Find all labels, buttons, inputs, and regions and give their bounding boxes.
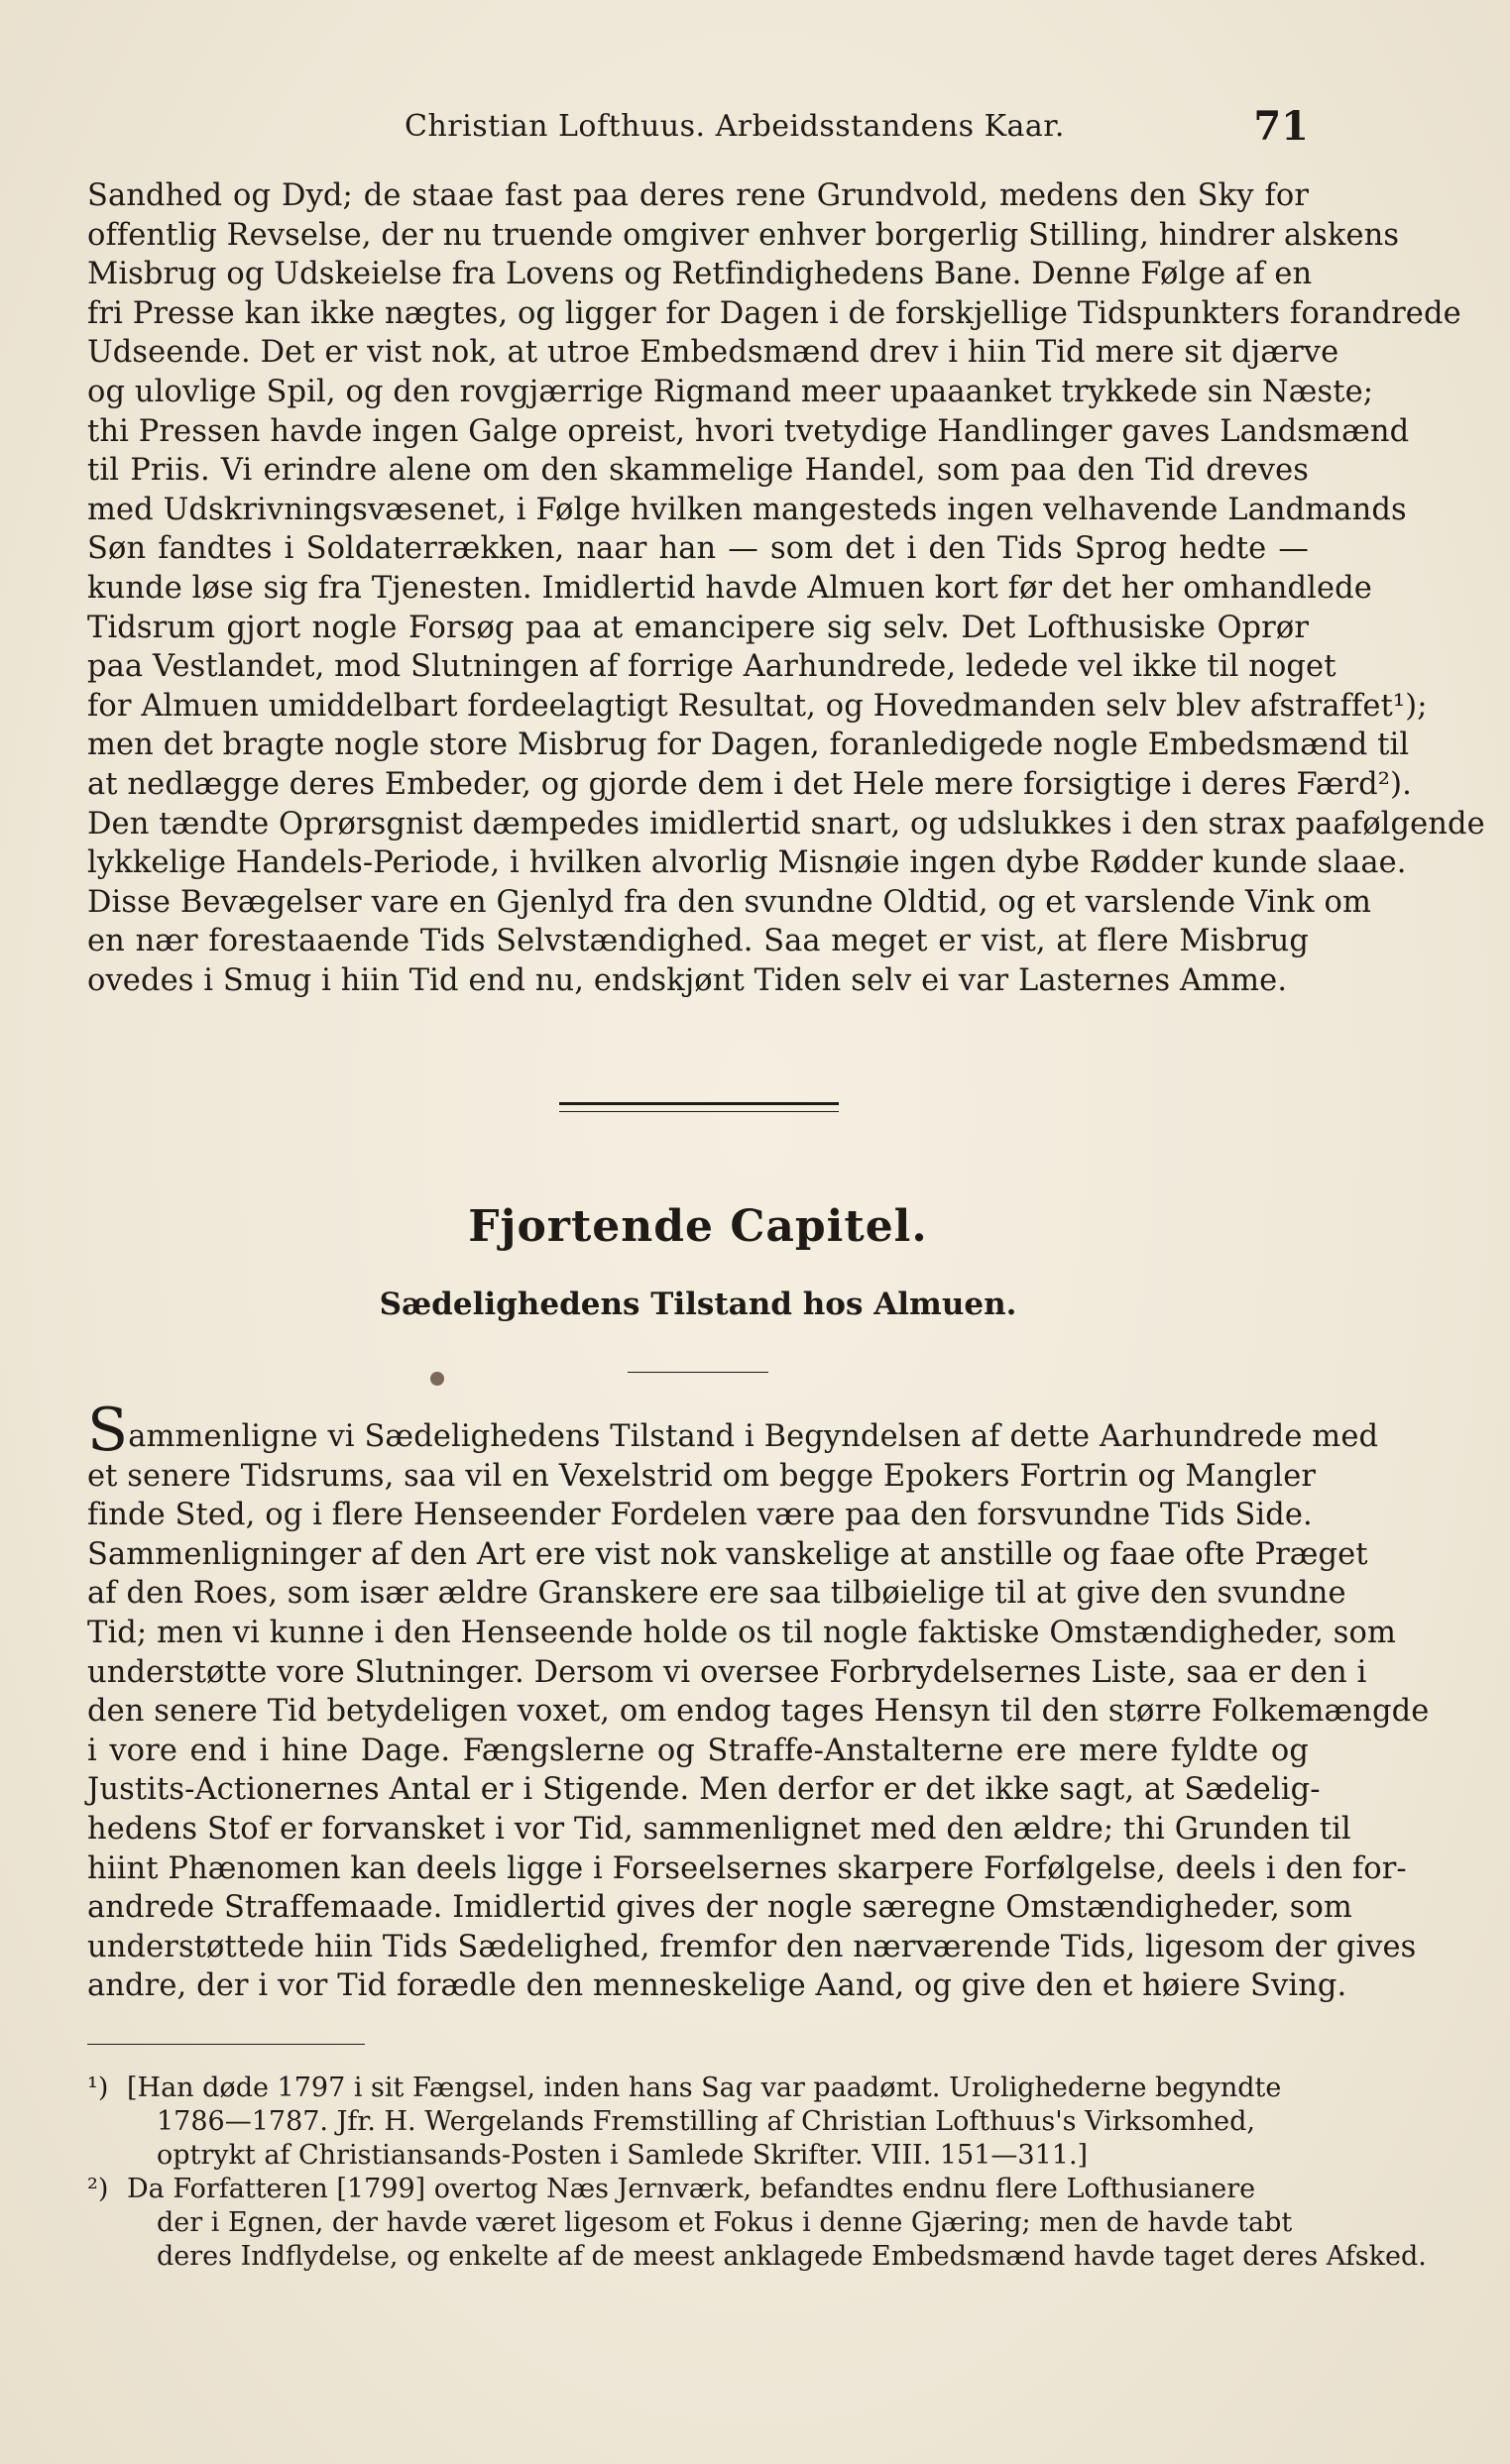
line-text: ovedes i Smug i hiin Tid end nu, endskjønt Tiden selv ei var Lasternes Amme. (87, 962, 1288, 998)
footnote-marker: ²) (87, 2174, 109, 2204)
text-line (87, 609, 1309, 648)
line-text: og ulovlige Spil, og den rovgjærrige Rigmand meer upaaanket trykkede sin Næste; (87, 374, 1374, 409)
line-text: Tidsrum gjort nogle Forsøg paa at emancipere sig selv. Det Lofthusiske Oprør (87, 610, 1309, 645)
line-text: Justits-Actionernes Antal er i Stigende. Men derfor er det ikke sagt, at Sædelig- (87, 1772, 1321, 1808)
footnote-line: Da Forfatteren [1799] overtog Næs Jernværk, befandtes endnu flere Lofthusianere (127, 2174, 1256, 2204)
line-text: ammenligne vi Sædelighedens Tilstand i Begyndelsen af dette Aarhundrede med (128, 1419, 1379, 1454)
text-line (87, 687, 1428, 727)
running-head (87, 99, 1309, 159)
line-text: til Priis. Vi erindre alene om den skammelige Handel, som paa den Tid dreves (87, 453, 1309, 489)
line-text: offentlig Revselse, der nu truende omgiver enhver borgerlig Stilling, hindrer alskens (87, 217, 1400, 253)
text-line (87, 176, 1309, 216)
line-text: Tid; men vi kunne i den Henseende holde os til nogle faktiske Omstændigheder, som (87, 1615, 1397, 1650)
text-line (87, 569, 1372, 609)
text-line (87, 1496, 1313, 1535)
text-line (87, 805, 1485, 844)
footnote-line: optrykt af Christiansands-Posten i Samlede Skrifter. VIII. 151—311.] (157, 2140, 1089, 2171)
line-text: Den tændte Oprørsgnist dæmpedes imidlertid snart, og udslukkes i den strax paafølgende (87, 806, 1485, 841)
text-line (87, 1614, 1397, 1653)
line-text: andre, der i vor Tid forædle den menneskelige Aand, og give den et høiere Sving. (87, 1968, 1347, 2004)
text-line (87, 333, 1339, 373)
body-paragraph-1 (87, 176, 1485, 1000)
footnote-marker: ¹) (87, 2072, 109, 2103)
section-divider (559, 1102, 839, 1112)
line-text: Udseende. Det er vist nok, at utroe Embedsmænd drev i hiin Tid mere sit djærve (87, 335, 1339, 371)
footnote-line: [Han døde 1797 i sit Fængsel, inden hans Sag var paadømt. Urolighederne begyndte (127, 2072, 1282, 2103)
text-line (87, 726, 1410, 765)
line-text: med Udskrivningsvæsenet, i Følge hvilken mangesteds ingen velhavende Landmands (87, 492, 1407, 527)
footnote-rule (87, 2044, 365, 2045)
line-text: andrede Straffemaade. Imidlertid gives der nogle særegne Omstændigheder, som (87, 1890, 1352, 1926)
text-line (87, 255, 1313, 294)
footnote-1 (87, 2072, 1309, 2173)
body-paragraph-2 (87, 1396, 1430, 2006)
text-line (87, 412, 1410, 452)
line-text: at nedlægge deres Embeder, og gjorde dem i det Hele mere forsigtige i deres Færd²). (87, 766, 1412, 802)
line-text: Misbrug og Udskeielse fra Lovens og Retfindighedens Bane. Denne Følge af en (87, 257, 1313, 292)
line-text: for Almuen umiddelbart fordeelagtigt Resultat, og Hovedmanden selv blev afstraffet¹); (87, 688, 1428, 724)
line-text: den senere Tid betydeligen voxet, om endog tages Hensyn til den større Folkemængde (87, 1694, 1430, 1730)
text-line (87, 1535, 1368, 1575)
chapter-title: Fjortende Capitel. (468, 1201, 928, 1252)
line-text: fri Presse kan ikke nægtes, og ligger for Dagen i de forskjellige Tidspunkters forandrede (87, 295, 1461, 331)
line-text: Disse Bevægelser vare en Gjenlyd fra den svundne Oldtid, og et varslende Vink om (87, 884, 1372, 920)
text-line (87, 1966, 1347, 2006)
text-line (87, 1888, 1352, 1928)
ink-speck (430, 1372, 444, 1386)
text-line (87, 961, 1309, 1001)
line-text: Sammenligninger af den Art ere vist nok vanskelige at anstille og faae ofte Præget (87, 1536, 1368, 1572)
line-text: understøtte vore Slutninger. Dersom vi oversee Forbrydelsernes Liste, saa er den i (87, 1654, 1367, 1690)
text-line (87, 1770, 1321, 1810)
line-text: Sandhed og Dyd; de staae fast paa deres rene Grundvold, medens den Sky for (87, 178, 1309, 213)
line-text: thi Pressen havde ingen Galge opreist, hvori tvetydige Handlinger gaves Landsmænd (87, 413, 1410, 449)
text-line (87, 1849, 1407, 1889)
text-line (87, 1574, 1346, 1614)
line-text: understøttede hiin Tids Sædelighed, fremfor den nærværende Tids, ligesom der gives (87, 1929, 1417, 1964)
footnote-line: deres Indflydelse, og enkelte af de meest anklagede Embedsmænd havde taget deres Afsked. (157, 2241, 1427, 2272)
text-line (87, 647, 1336, 687)
line-text: men det bragte nogle store Misbrug for Dagen, foranledigede nogle Embedsmænd til (87, 728, 1410, 763)
text-line (87, 373, 1374, 412)
footnote-line: der i Egnen, der havde været ligesom et Fokus i denne Gjæring; men de havde tabt (157, 2207, 1293, 2238)
line-text: et senere Tidsrums, saa vil en Vexelstrid om begge Epokers Fortrin og Mangler (87, 1458, 1317, 1494)
text-line (87, 1928, 1417, 1967)
text-line (87, 294, 1461, 334)
text-line (87, 1732, 1309, 1771)
line-text: finde Sted, og i flere Henseender Fordelen være paa den forsvundne Tids Side. (87, 1498, 1313, 1533)
text-line (87, 922, 1309, 961)
subtitle-rule (628, 1372, 768, 1373)
text-line (87, 491, 1407, 530)
line-text: en nær forestaaende Tids Selvstændighed. Saa meget er vist, at flere Misbrug (87, 924, 1309, 959)
text-line (87, 843, 1407, 883)
text-line (87, 216, 1400, 256)
text-line (87, 765, 1412, 805)
chapter-subtitle: Sædelighedens Tilstand hos Almuen. (379, 1287, 1017, 1322)
line-text: i vore end i hine Dage. Fængslerne og Straffe-Anstalterne ere mere fyldte og (87, 1733, 1309, 1768)
text-line (87, 1396, 1379, 1465)
line-text: Søn fandtes i Soldaterrækken, naar han — som det i den Tids Sprog hedte — (87, 531, 1309, 567)
line-text: lykkelige Handels-Periode, i hvilken alvorlig Misnøie ingen dybe Rødder kunde slaae. (87, 845, 1407, 881)
line-text: paa Vestlandet, mod Slutningen af forrige Aarhundrede, ledede vel ikke til noget (87, 649, 1336, 685)
text-line (87, 1810, 1351, 1849)
text-line (87, 1653, 1367, 1693)
drop-cap: S (87, 1396, 129, 1465)
page-number: 71 (1253, 103, 1309, 150)
line-text: hiint Phænomen kan deels ligge i Forseelsernes skarpere Forfølgelse, deels i den for- (87, 1850, 1407, 1886)
text-line (87, 1692, 1430, 1732)
line-text: af den Roes, som især ældre Granskere ere saa tilbøielige til at give den svundne (87, 1576, 1346, 1612)
text-line (87, 1457, 1317, 1497)
text-line (87, 883, 1372, 923)
running-title: Christian Lofthuus. Arbeidsstandens Kaar. (405, 109, 1065, 144)
line-text: kunde løse sig fra Tjenesten. Imidlertid havde Almuen kort før det her omhandlede (87, 570, 1372, 606)
text-line (87, 451, 1309, 491)
text-line (87, 529, 1309, 569)
footnote-line: 1786—1787. Jfr. H. Wergelands Fremstilling af Christian Lofthuus's Virksomhed, (157, 2106, 1255, 2137)
footnote-2 (87, 2173, 1427, 2274)
line-text: hedens Stof er forvansket i vor Tid, sammenlignet med den ældre; thi Grunden til (87, 1811, 1351, 1847)
